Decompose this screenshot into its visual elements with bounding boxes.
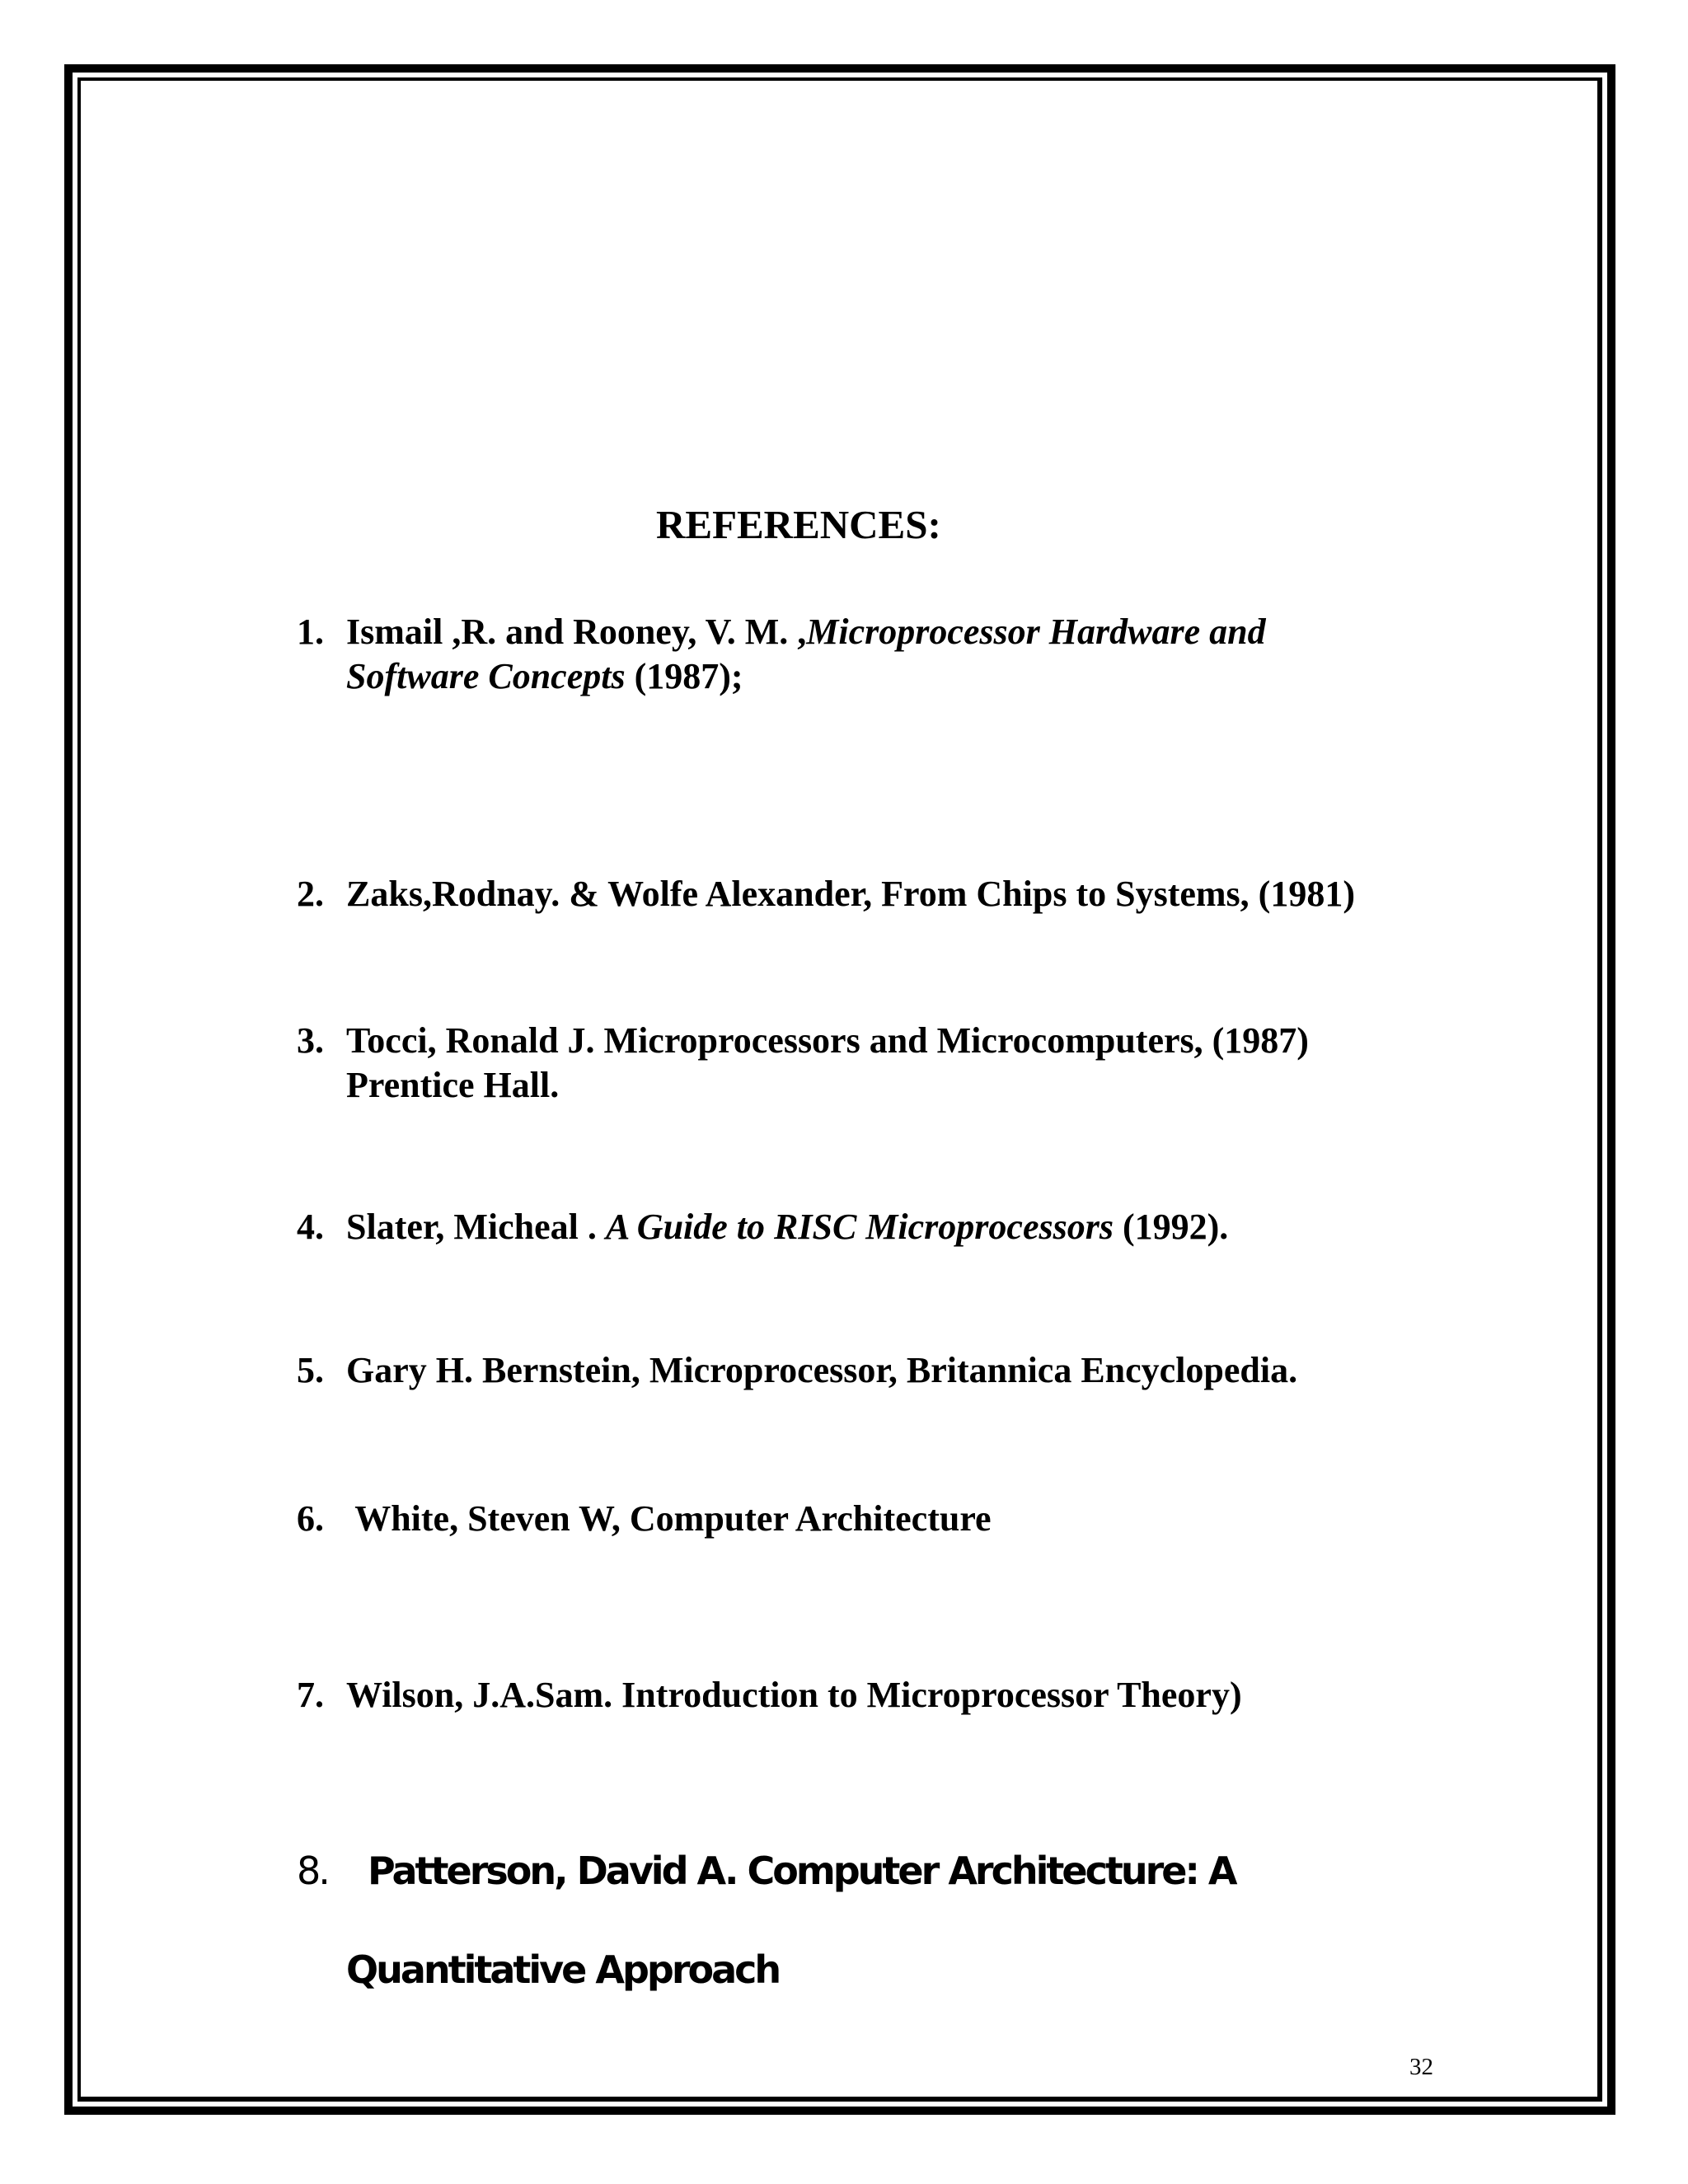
reference-item-8	[297, 1821, 1235, 2019]
reference-text: Gary H. Bernstein, Microprocessor, Britannica Encyclopedia.	[346, 1350, 1298, 1390]
reference-title: A Guide to RISC Microprocessors	[605, 1207, 1114, 1247]
reference-text: Zaks,Rodnay. & Wolfe Alexander, From Chips to Systems, (1981)	[346, 874, 1355, 914]
reference-item-1	[297, 610, 1266, 699]
reference-title: Microprocessor Hardware and	[806, 612, 1266, 652]
reference-number: 3.	[297, 1020, 324, 1061]
reference-number: 8.	[297, 1849, 328, 1893]
reference-item-7	[297, 1673, 1242, 1718]
reference-year: (1992).	[1113, 1207, 1229, 1247]
page-border-shadow-right	[1597, 77, 1601, 2102]
reference-number: 4.	[297, 1207, 324, 1247]
reference-authors: Slater, Micheal .	[346, 1207, 606, 1247]
reference-number: 2.	[297, 874, 324, 914]
reference-item-2	[297, 872, 1355, 916]
references-heading: REFERENCES:	[656, 502, 941, 547]
reference-item-3	[297, 1019, 1309, 1108]
reference-number: 5.	[297, 1350, 324, 1390]
reference-authors: Ismail ,R. and Rooney, V. M. ,	[346, 612, 807, 652]
page-border-shadow-bottom	[77, 2097, 1602, 2100]
reference-text: Wilson, J.A.Sam. Introduction to Microprocessor Theory)	[346, 1675, 1242, 1715]
reference-item-4	[297, 1205, 1228, 1249]
reference-year: (1987);	[625, 656, 743, 696]
reference-number: 6.	[297, 1498, 324, 1539]
reference-text: White, Steven W, Computer Architecture	[346, 1498, 992, 1539]
reference-title-continued: Software Concepts	[346, 656, 626, 696]
reference-item-6	[297, 1497, 992, 1541]
reference-item-5	[297, 1348, 1297, 1393]
reference-text: Tocci, Ronald J. Microprocessors and Microcomputers, (1987)	[346, 1020, 1309, 1061]
reference-text-continued: Prentice Hall.	[346, 1065, 560, 1105]
reference-text: Patterson, David A. Computer Architecture: A	[368, 1849, 1236, 1893]
reference-number: 7.	[297, 1675, 324, 1715]
reference-text-continued: Quantitative Approach	[346, 1947, 780, 1992]
reference-number: 1.	[297, 612, 324, 652]
page-number: 32	[1409, 2054, 1433, 2080]
